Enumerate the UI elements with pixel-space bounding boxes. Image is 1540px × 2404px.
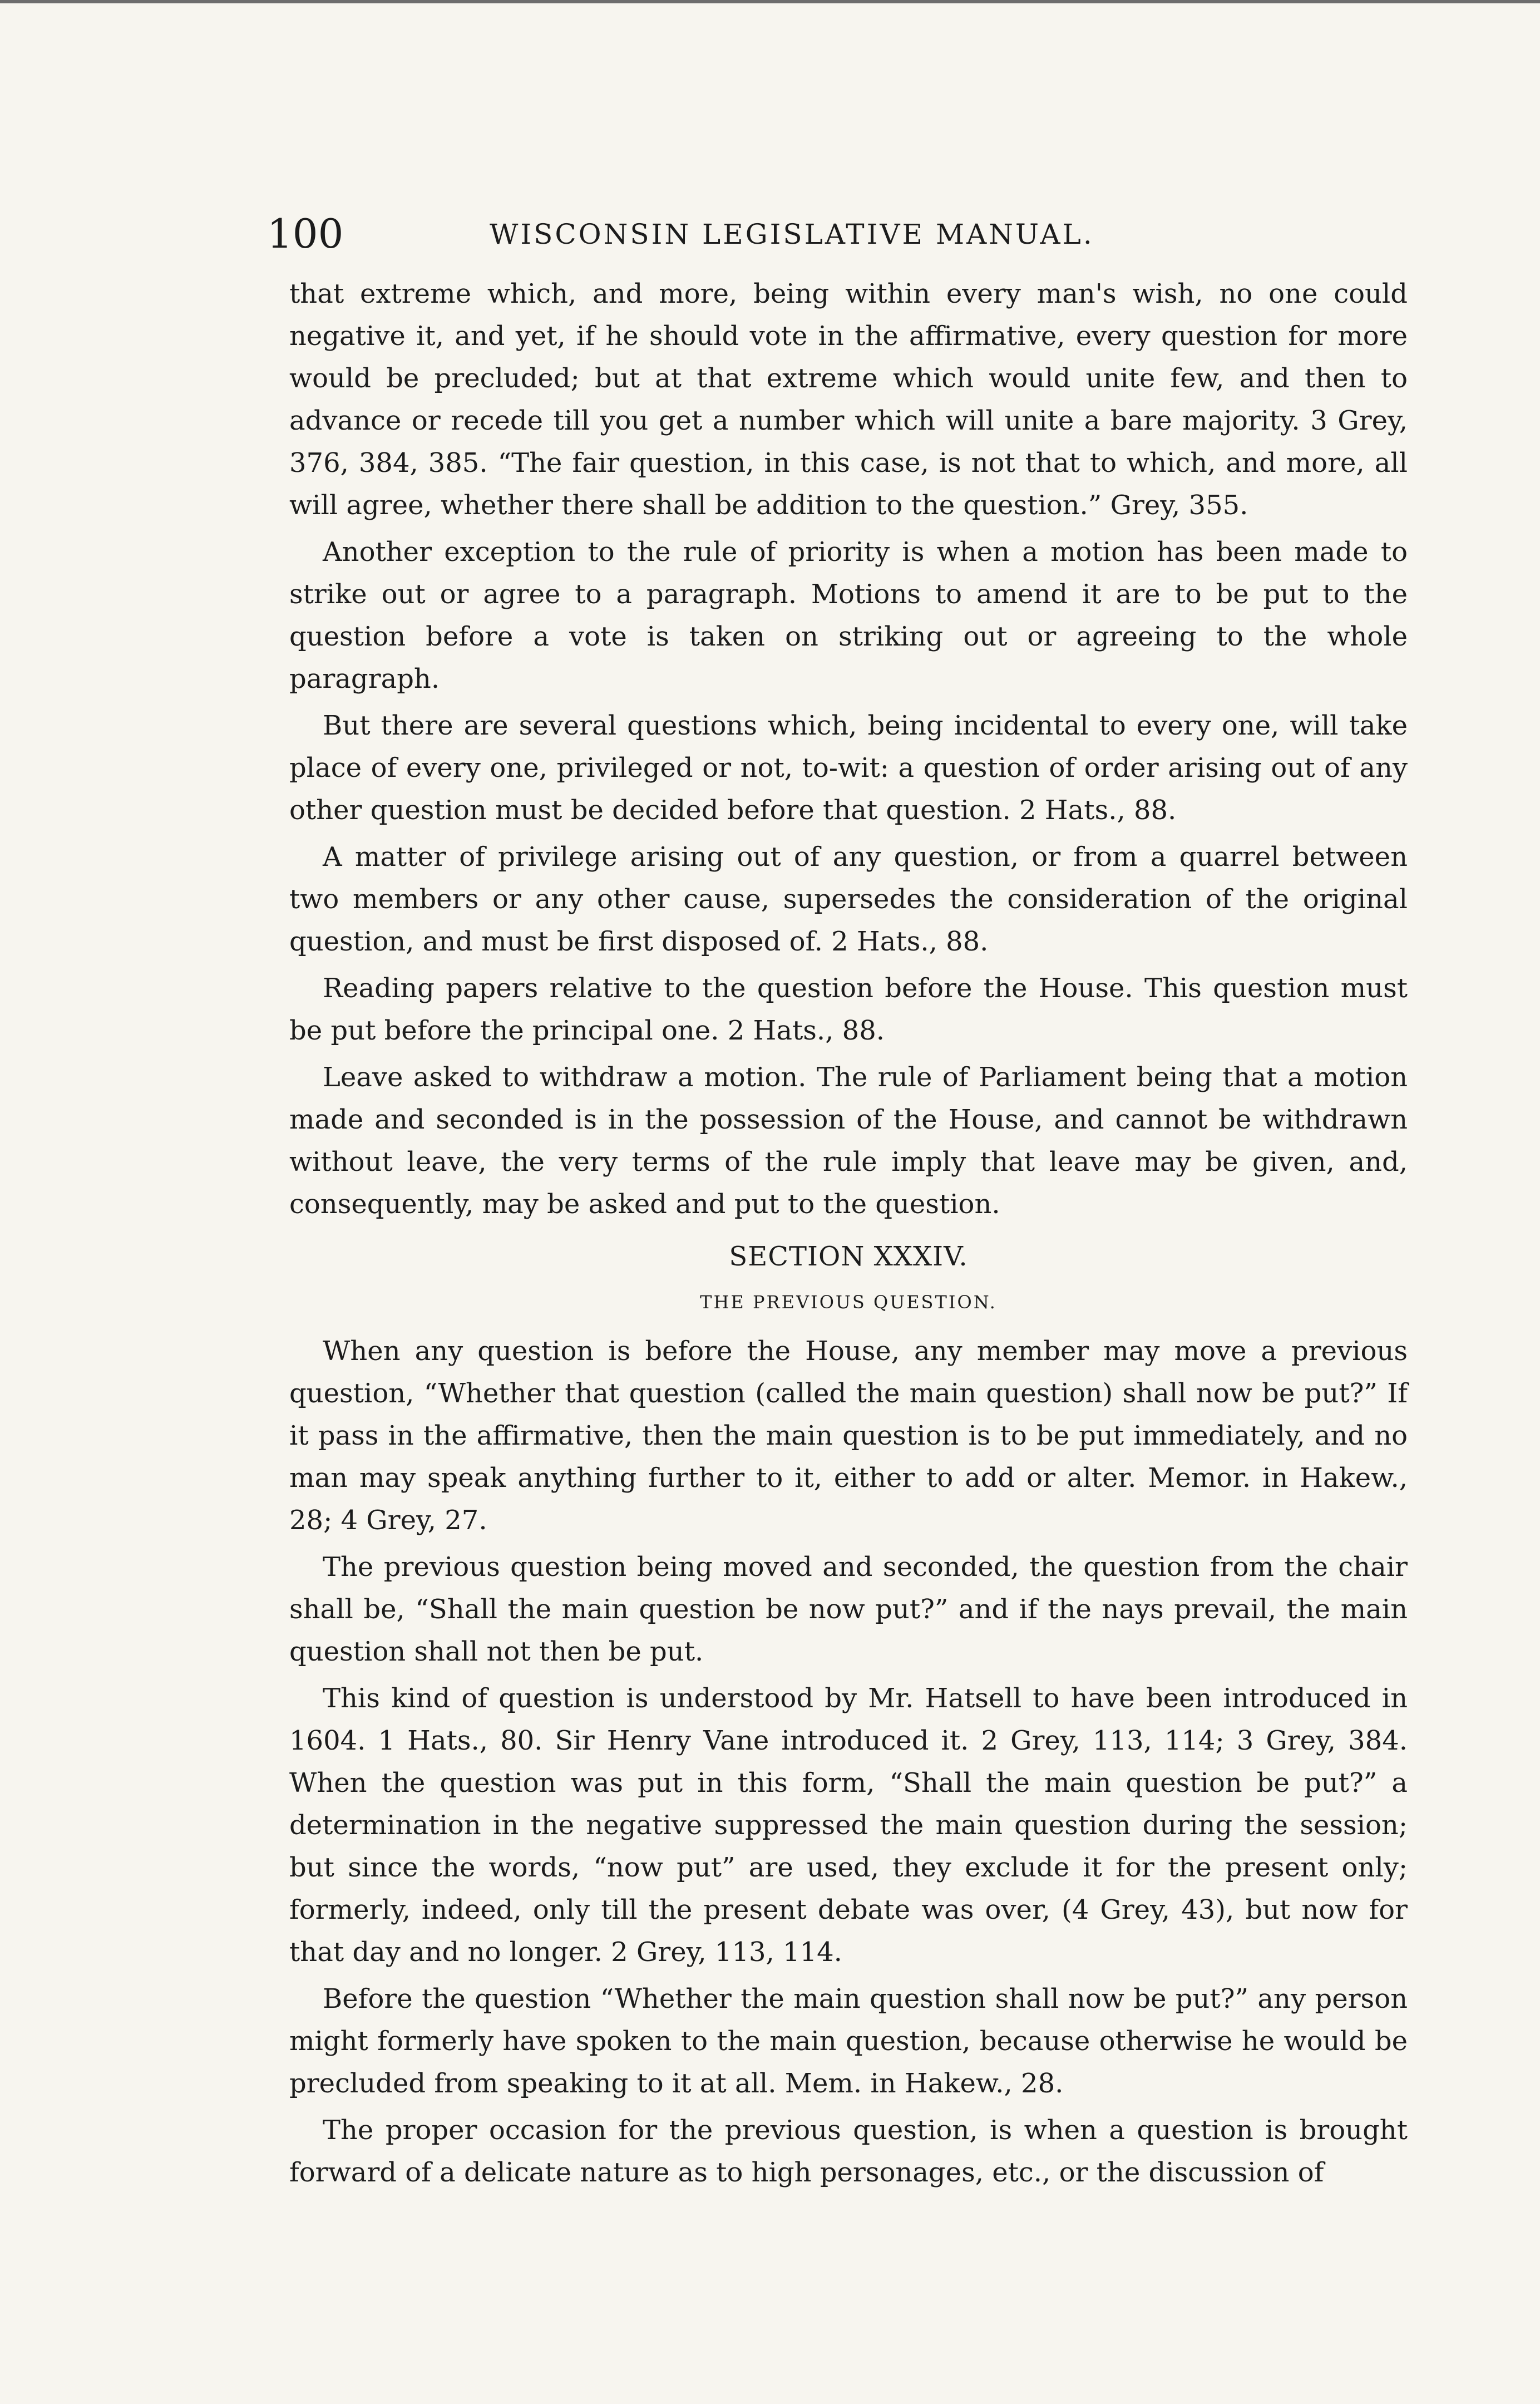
section-heading: SECTION XXXIV.: [729, 1241, 968, 1272]
page-content: [267, 206, 1408, 2198]
page-number: 100: [267, 210, 344, 257]
paragraph: that extreme which, and more, being within every man's wish, no one could negative it, and yet, if he should vote in the affirmative, every question for more would be precluded; but at that extreme which would unite few, and then to advance or recede till you get a number which will unite a bare majority. 3 Grey, 376, 384, 385. “The fair question, in this case, is not that to which, and more, all will agree, whether there shall be addition to the question.” Grey, 355.: [289, 278, 1408, 521]
running-head: [267, 206, 1408, 262]
paragraph: Reading papers relative to the question before the House. This question must be put before the principal one. 2 Hats., 88.: [289, 973, 1408, 1046]
running-title: WISCONSIN LEGISLATIVE MANUAL.: [490, 218, 1094, 250]
paragraph: Before the question “Whether the main question shall now be put?” any person might formerly have spoken to the main question, because otherwise he would be precluded from speaking to it at all. Mem. in Hakew., 28.: [289, 1983, 1408, 2099]
paragraph: But there are several questions which, being incidental to every one, will take place of every one, privileged or not, to-wit: a question of order arising out of any other question must be decided before that question. 2 Hats., 88.: [289, 710, 1408, 826]
paragraph: The previous question being moved and seconded, the question from the chair shall be, “Shall the main question be now put?” and if the nays prevail, the main question shall not then be put.: [289, 1551, 1408, 1667]
section-subheading: THE PREVIOUS QUESTION.: [700, 1292, 997, 1313]
paragraph: This kind of question is understood by Mr. Hatsell to have been introduced in 1604. 1 Hats., 80. Sir Henry Vane introduced it. 2 Grey, 113, 114; 3 Grey, 384. When the question was put in this form, “Shall the main question be put?” a determination in the negative suppressed the main question during the session; but since the words, “now put” are used, they exclude it for the present only; formerly, indeed, only till the present debate was over, (4 Grey, 43), but now for that day and no longer. 2 Grey, 113, 114.: [289, 1683, 1408, 1968]
paragraph: A matter of privilege arising out of any question, or from a quarrel between two members or any other cause, supersedes the consideration of the original question, and must be first disposed of. 2 Hats., 88.: [289, 841, 1408, 957]
paragraph: Another exception to the rule of priority is when a motion has been made to strike out or agree to a paragraph. Motions to amend it are to be put to the question before a vote is taken on striking out or agreeing to the whole paragraph.: [289, 536, 1408, 694]
paragraph: Leave asked to withdraw a motion. The rule of Parliament being that a motion made and seconded is in the possession of the House, and cannot be withdrawn without leave, the very terms of the rule imply that leave may be given, and, consequently, may be asked and put to the question.: [289, 1062, 1408, 1220]
top-rule: [0, 0, 1540, 3]
paragraph: When any question is before the House, any member may move a previous question, “Whether that question (called the main question) shall now be put?” If it pass in the affirmative, then the main question is to be put immediately, and no man may speak anything further to it, either to add or alter. Memor. in Hakew., 28; 4 Grey, 27.: [289, 1336, 1408, 1536]
paragraph: The proper occasion for the previous question, is when a question is brought forward of a delicate nature as to high personages, etc., or the discussion of: [289, 2115, 1408, 2188]
